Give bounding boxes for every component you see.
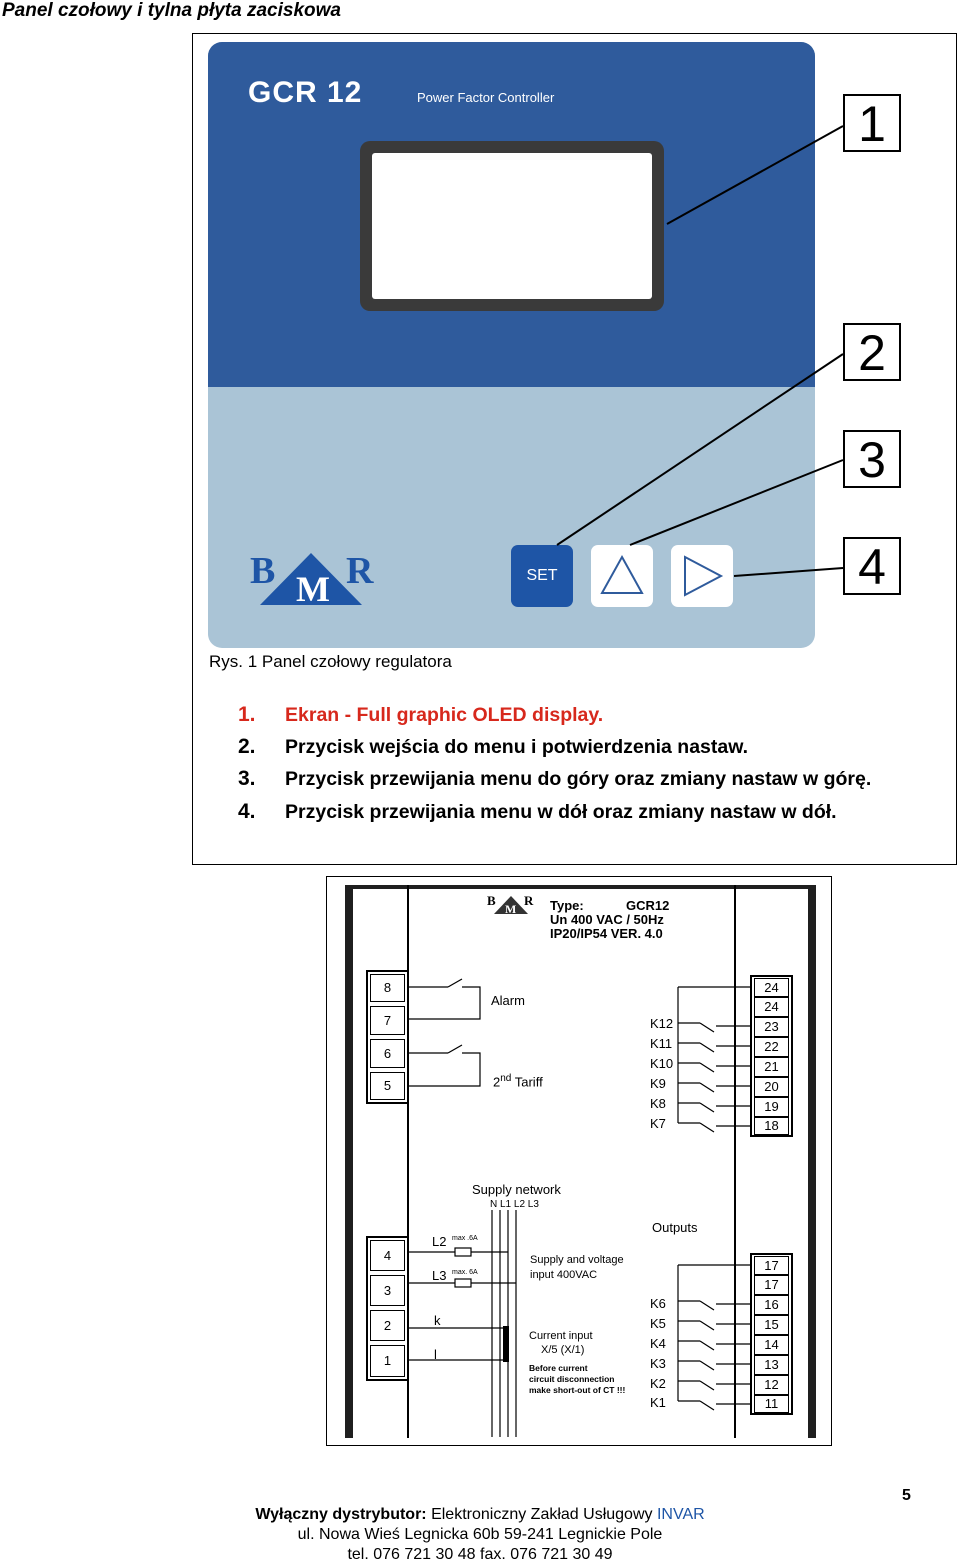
terminal: 14 — [754, 1335, 789, 1355]
relay-label: K3 — [650, 1356, 666, 1371]
list-item — [238, 800, 837, 824]
relay-label: K11 — [650, 1036, 673, 1051]
wiring-schematic — [0, 880, 960, 1450]
terminal: 6 — [370, 1039, 405, 1068]
relay-k10 — [678, 1063, 750, 1072]
footer-brand: INVAR — [656, 1506, 705, 1523]
warning-line-3: make short-out of CT !!! — [529, 1385, 626, 1395]
callout-2: 2 — [843, 323, 901, 381]
current-transformer — [503, 1326, 509, 1362]
relay-label: K4 — [650, 1336, 666, 1351]
rating-label: Un 400 VAC / 50Hz — [550, 912, 664, 927]
type-value: GCR12 — [626, 898, 670, 913]
leader-line-4 — [734, 568, 843, 576]
relay-label: K9 — [650, 1076, 666, 1091]
list-item — [238, 703, 603, 727]
terminal: 23 — [754, 1017, 789, 1037]
list-item-number: 4. — [238, 800, 256, 823]
fuse-l3-label: max. 6A — [452, 1269, 478, 1276]
ct-l-label: l — [434, 1347, 437, 1362]
terminal: 17 — [754, 1256, 789, 1275]
tariff-relay-wires — [409, 1053, 480, 1086]
logo-letter-r-small: R — [524, 893, 534, 908]
terminal: 3 — [370, 1275, 405, 1306]
terminal: 24 — [754, 978, 789, 997]
supply-voltage-label-2: input 400VAC — [530, 1269, 598, 1281]
relay-label: K6 — [650, 1296, 666, 1311]
logo-letter-b: B — [250, 550, 276, 592]
list-item — [238, 735, 748, 759]
footer-distributor-label: Wyłączny dystrybutor: — [255, 1506, 427, 1523]
warning-line-1: Before current — [529, 1363, 588, 1373]
tariff-superscript: nd — [500, 1073, 512, 1084]
ct-wires — [409, 1328, 504, 1360]
relay-label: K1 — [650, 1395, 666, 1410]
relay-k3 — [678, 1361, 750, 1370]
relay-k2 — [678, 1381, 750, 1390]
terminal: 1 — [370, 1345, 405, 1377]
footer-distributor — [0, 1506, 960, 1524]
terminal: 17 — [754, 1275, 789, 1295]
logo-letter-r: R — [346, 550, 374, 592]
type-label: Type: — [550, 898, 584, 913]
relay-label: K5 — [650, 1316, 666, 1331]
terminal: 16 — [754, 1295, 789, 1315]
relay-k6 — [678, 1301, 750, 1310]
relay-label: K7 — [650, 1116, 666, 1131]
supply-voltage-label-1: Supply and voltage — [530, 1254, 624, 1266]
relay-k1 — [678, 1401, 750, 1410]
callout-4: 4 — [843, 537, 901, 595]
model-name: GCR 12 — [248, 76, 363, 109]
terminal: 24 — [754, 997, 789, 1017]
terminal: 22 — [754, 1037, 789, 1057]
model-subtitle: Power Factor Controller — [417, 90, 555, 105]
alarm-contact — [448, 979, 462, 987]
logo-letter-m: M — [296, 569, 330, 607]
relay-k7 — [678, 1123, 750, 1132]
terminal: 13 — [754, 1355, 789, 1375]
list-item-text: Przycisk wejścia do menu i potwierdzenia nastaw. — [285, 736, 749, 758]
alarm-label: Alarm — [491, 993, 525, 1008]
leader-line-3 — [630, 460, 843, 545]
relay-k9 — [678, 1083, 750, 1092]
current-input-label-1: Current input — [529, 1330, 593, 1342]
relay-label: K10 — [650, 1056, 674, 1071]
logo-letter-m-small: M — [505, 902, 517, 915]
current-input-label-2: X/5 (X/1) — [541, 1344, 585, 1356]
fuse-l2 — [455, 1248, 471, 1256]
terminal: 5 — [370, 1072, 405, 1100]
tariff-label — [493, 1073, 543, 1089]
terminal: 8 — [370, 974, 405, 1002]
supply-network-label: Supply network — [472, 1182, 561, 1197]
terminal: 7 — [370, 1006, 405, 1035]
fuse-l3 — [455, 1279, 471, 1287]
supply-lines-label: N L1 L2 L3 — [490, 1199, 539, 1210]
terminal: 18 — [754, 1117, 789, 1135]
l2-label: L2 — [432, 1234, 447, 1249]
list-item-number: 2. — [238, 735, 256, 758]
list-item — [238, 767, 871, 791]
list-item-text: Przycisk przewijania menu w dół oraz zmiany nastaw w dół. — [285, 801, 837, 823]
leader-line-1 — [667, 126, 843, 224]
page-number: 5 — [902, 1487, 911, 1504]
relay-k5 — [678, 1321, 750, 1330]
terminal: 2 — [370, 1310, 405, 1341]
list-item-text: Ekran - Full graphic OLED display. — [285, 704, 604, 726]
terminal: 4 — [370, 1240, 405, 1271]
tariff-suffix: Tariff — [514, 1074, 543, 1090]
tariff-prefix: 2 — [493, 1074, 501, 1090]
outputs-label: Outputs — [652, 1220, 698, 1235]
alarm-relay-wires — [409, 987, 480, 1019]
callout-1: 1 — [843, 94, 901, 152]
terminal: 15 — [754, 1315, 789, 1335]
relay-k11 — [678, 1043, 750, 1052]
relay-k8 — [678, 1103, 750, 1112]
relay-label: K12 — [650, 1016, 674, 1031]
footer-address: ul. Nowa Wieś Legnicka 60b 59-241 Legnickie Pole — [297, 1526, 663, 1543]
relay-label: K2 — [650, 1376, 666, 1391]
footer-distributor-name: Elektroniczny Zakład Usługowy — [431, 1506, 653, 1523]
relay-k12 — [678, 1023, 750, 1032]
version-label: IP20/IP54 VER. 4.0 — [550, 926, 663, 941]
list-item-number: 3. — [238, 767, 256, 790]
relay-label: K8 — [650, 1096, 666, 1111]
relay-k4 — [678, 1341, 750, 1350]
ct-k-label: k — [434, 1313, 441, 1328]
tariff-contact — [448, 1045, 462, 1053]
page-title: Panel czołowy i tylna płyta zaciskowa — [2, 0, 341, 21]
l3-label: L3 — [432, 1268, 447, 1283]
terminal: 19 — [754, 1097, 789, 1117]
footer-phones: tel. 076 721 30 48 fax. 076 721 30 49 — [347, 1546, 613, 1563]
callout-3: 3 — [843, 430, 901, 488]
terminal: 21 — [754, 1057, 789, 1077]
figure-caption: Rys. 1 Panel czołowy regulatora — [209, 652, 452, 671]
warning-line-2: circuit disconnection — [529, 1374, 615, 1384]
terminal: 20 — [754, 1077, 789, 1097]
fuse-l2-label: max .6A — [452, 1235, 478, 1242]
logo-letter-b-small: B — [487, 893, 496, 908]
terminal: 11 — [754, 1395, 789, 1413]
list-item-number: 1. — [238, 703, 256, 726]
set-button[interactable]: SET — [511, 545, 573, 607]
list-item-text: Przycisk przewijania menu do góry oraz zmiany nastaw w górę. — [285, 768, 872, 790]
terminal: 12 — [754, 1375, 789, 1395]
